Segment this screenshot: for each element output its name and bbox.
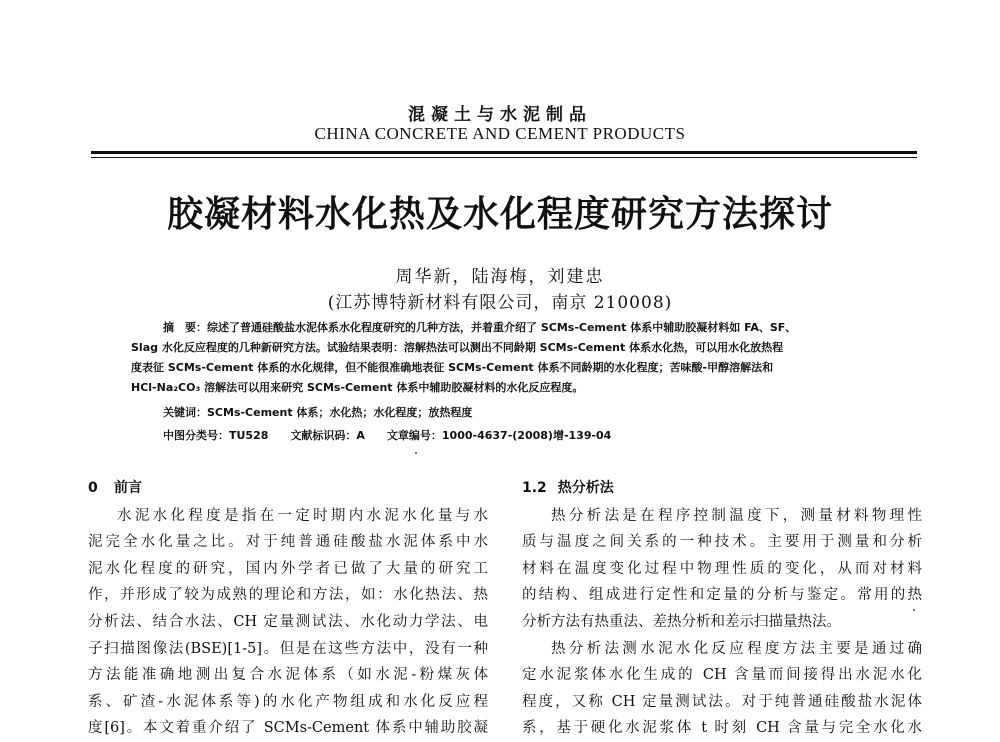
body-line: 系，基于硬化水泥浆体 t 时刻 CH 含量与完全水化水 — [522, 720, 922, 737]
body-line: 作，并形成了较为成熟的理论和方法，如：水化热法、热 — [88, 587, 488, 604]
body-line: 度[6]。本文着重介绍了 SCMs-Cement 体系中辅助胶凝 — [88, 720, 488, 737]
header-rule-thin — [91, 157, 917, 158]
body-line: 水泥水化程度是指在一定时期内水泥水化量与水 — [117, 507, 488, 524]
body-line: 热分析法是在程序控制温度下，测量材料物理性 — [551, 507, 922, 524]
section-title: 前言 — [114, 480, 142, 496]
journal-name-chinese: 混凝土与水泥制品 — [408, 105, 592, 125]
body-line: 方法能准确地测出复合水泥体系（如水泥-粉煤灰体 — [88, 667, 488, 684]
section-heading-thermal-analysis — [522, 475, 922, 502]
body-line: 系、矿渣-水泥体系等)的水化产物组成和水化反应程 — [88, 693, 488, 710]
scan-speck — [415, 452, 417, 454]
abstract-line: 摘 要：综述了普通硅酸盐水泥体系水化程度研究的几种方法，并着重介绍了 SCMs-Cement 体系中辅助胶凝材料如 FA、SF、 — [163, 321, 797, 334]
section-heading-introduction — [88, 475, 488, 502]
body-line: 泥水化程度的研究，国内外学者已做了大量的研究工 — [88, 560, 488, 577]
body-line: 材料在温度变化过程中物理性质的变化，从而对材料 — [522, 560, 922, 577]
article-affiliation: (江苏博特新材料有限公司，南京 210008) — [327, 293, 673, 313]
body-line: 子扫描图像法(BSE)[1-5]。但是在这些方法中，没有一种 — [88, 640, 488, 657]
body-line: 泥完全水化量之比。对于纯普通硅酸盐水泥体系中水 — [88, 534, 488, 551]
left-column — [88, 475, 488, 742]
body-line: 程度，又称 CH 定量测试法。对于纯普通硅酸盐水泥体 — [522, 693, 922, 710]
classification-info: 中图分类号：TU528 文献标识码：A 文章编号：1000-4637-(2008)增-139-04 — [163, 429, 612, 442]
body-line: 定水泥浆体水化生成的 CH 含量而间接得出水泥水化 — [522, 667, 922, 684]
section-number: 1.2 — [522, 480, 547, 496]
section-number: 0 — [88, 480, 98, 496]
header-rule-thick — [91, 151, 917, 154]
article-title: 胶凝材料水化热及水化程度研究方法探讨 — [166, 194, 833, 235]
journal-name-english: CHINA CONCRETE AND CEMENT PRODUCTS — [314, 124, 686, 143]
keywords: 关键词：SCMs-Cement 体系；水化热；水化程度；放热程度 — [163, 406, 473, 419]
body-line: 分析方法有热重法、差热分析和差示扫描量热法。 — [522, 613, 841, 630]
section-title: 热分析法 — [557, 480, 614, 496]
abstract-line: 度表征 SCMs-Cement 体系的水化规律，但不能很准确地表征 SCMs-Cement 体系不同龄期的水化程度；苦味酸-甲醇溶解法和 — [131, 361, 774, 374]
body-line: 质与温度之间关系的一种技术。主要用于测量和分析 — [522, 534, 922, 551]
body-line: 的结构、组成进行定性和定量的分析与鉴定。常用的热 — [522, 587, 922, 604]
body-line: 热分析法测水泥水化反应程度方法主要是通过确 — [551, 640, 922, 657]
article-authors: 周华新，陆海梅，刘建忠 — [395, 267, 605, 287]
abstract-block — [131, 318, 883, 398]
abstract-line: HCl-Na₂CO₃ 溶解法可以用来研究 SCMs-Cement 体系中辅助胶凝材料的水化反应程度。 — [131, 381, 584, 394]
abstract-line: Slag 水化反应程度的几种新研究方法。试验结果表明：溶解热法可以测出不同龄期 SCMs-Cement 体系水化热，可以用水化放热程 — [131, 341, 784, 354]
body-line: 分析法、结合水法、CH 定量测试法、水化动力学法、电 — [88, 613, 488, 630]
right-column — [522, 475, 922, 742]
